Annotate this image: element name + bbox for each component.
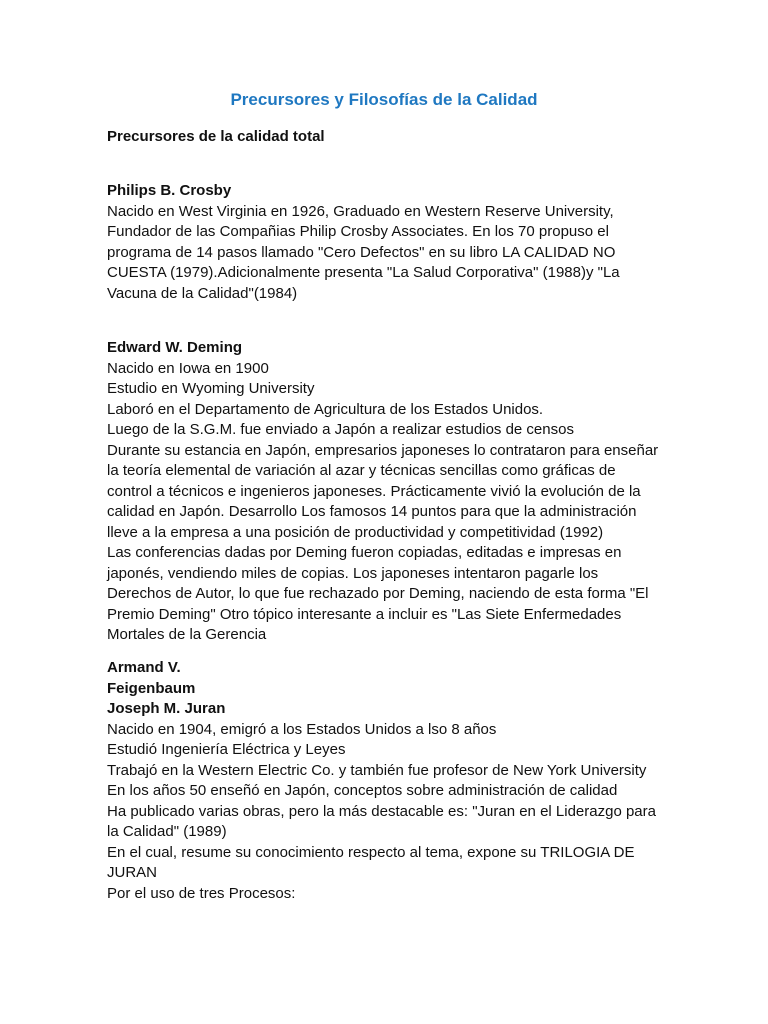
juran-line: Ha publicado varias obras, pero la más destacable es: "Juran en el Liderazgo para [107,802,656,820]
juran-heading: Joseph M. Juran [107,700,226,717]
deming-line: la teoría elemental de variación al azar y técnicas sencillas como gráficas de [107,462,616,479]
crosby-line: Nacido en West Virginia en 1926, Graduado en Western Reserve University, [107,202,614,220]
deming-line: Nacido en Iowa en 1900 [107,359,269,377]
deming-line: Las conferencias dadas por Deming fueron copiadas, editadas e impresas en [107,544,622,561]
juran-line: En los años 50 enseñó en Japón, conceptos sobre administración de calidad [107,782,618,799]
crosby-section [107,181,687,304]
deming-line: Premio Deming" Otro tópico interesante a incluir es "Las Siete Enfermedades [107,605,622,623]
deming-line: Laboró en el Departamento de Agricultura de los Estados Unidos. [107,400,544,418]
deming-line: Mortales de la Gerencia [107,626,267,643]
crosby-line: programa de 14 pasos llamado "Cero Defectos" en su libro LA CALIDAD NO [107,243,616,261]
juran-section [107,658,687,904]
juran-line: En el cual, resume su conocimiento respecto al tema, expone su TRILOGIA DE [107,843,635,861]
crosby-heading: Philips B. Crosby [107,182,232,199]
juran-line: Estudió Ingeniería Eléctrica y Leyes [107,741,346,758]
feigenbaum-heading: Armand V. [107,659,181,676]
deming-heading: Edward W. Deming [107,339,243,356]
crosby-line: Vacuna de la Calidad"(1984) [107,284,298,302]
deming-line: japonés, vendiendo miles de copias. Los japoneses intentaron pagarle los [107,564,599,582]
juran-line: Por el uso de tres Procesos: [107,884,296,902]
juran-line: JURAN [107,864,158,881]
deming-line: lleve a la empresa a una posición de productividad y competitividad (1992) [107,523,604,541]
deming-line: Estudio en Wyoming University [107,380,315,397]
crosby-line: Fundador de las Compañias Philip Crosby Associates. En los 70 propuso el [107,223,609,240]
deming-line: Durante su estancia en Japón, empresarios japoneses lo contrataron para enseñar [107,441,659,459]
deming-section [107,338,687,646]
juran-line: Trabajó en la Western Electric Co. y también fue profesor de New York University [107,761,647,779]
section-subtitle: Precursores de la calidad total [107,128,325,145]
deming-line: calidad en Japón. Desarrollo Los famosos 14 puntos para que la administración [107,503,637,520]
deming-line: Luego de la S.G.M. fue enviado a Japón a realizar estudios de censos [107,421,574,438]
deming-line: control a técnicos e ingenieros japoneses. Prácticamente vivió la evolución de la [107,482,641,500]
juran-line: la Calidad" (1989) [107,823,227,840]
deming-line: Derechos de Autor, lo que fue rechazado por Deming, naciendo de esta forma "El [107,585,649,602]
juran-line: Nacido en 1904, emigró a los Estados Unidos a lso 8 años [107,720,497,738]
document-title: Precursores y Filosofías de la Calidad [230,90,538,109]
feigenbaum-heading: Feigenbaum [107,679,196,697]
crosby-line: CUESTA (1979).Adicionalmente presenta "La Salud Corporativa" (1988)y "La [107,264,620,281]
